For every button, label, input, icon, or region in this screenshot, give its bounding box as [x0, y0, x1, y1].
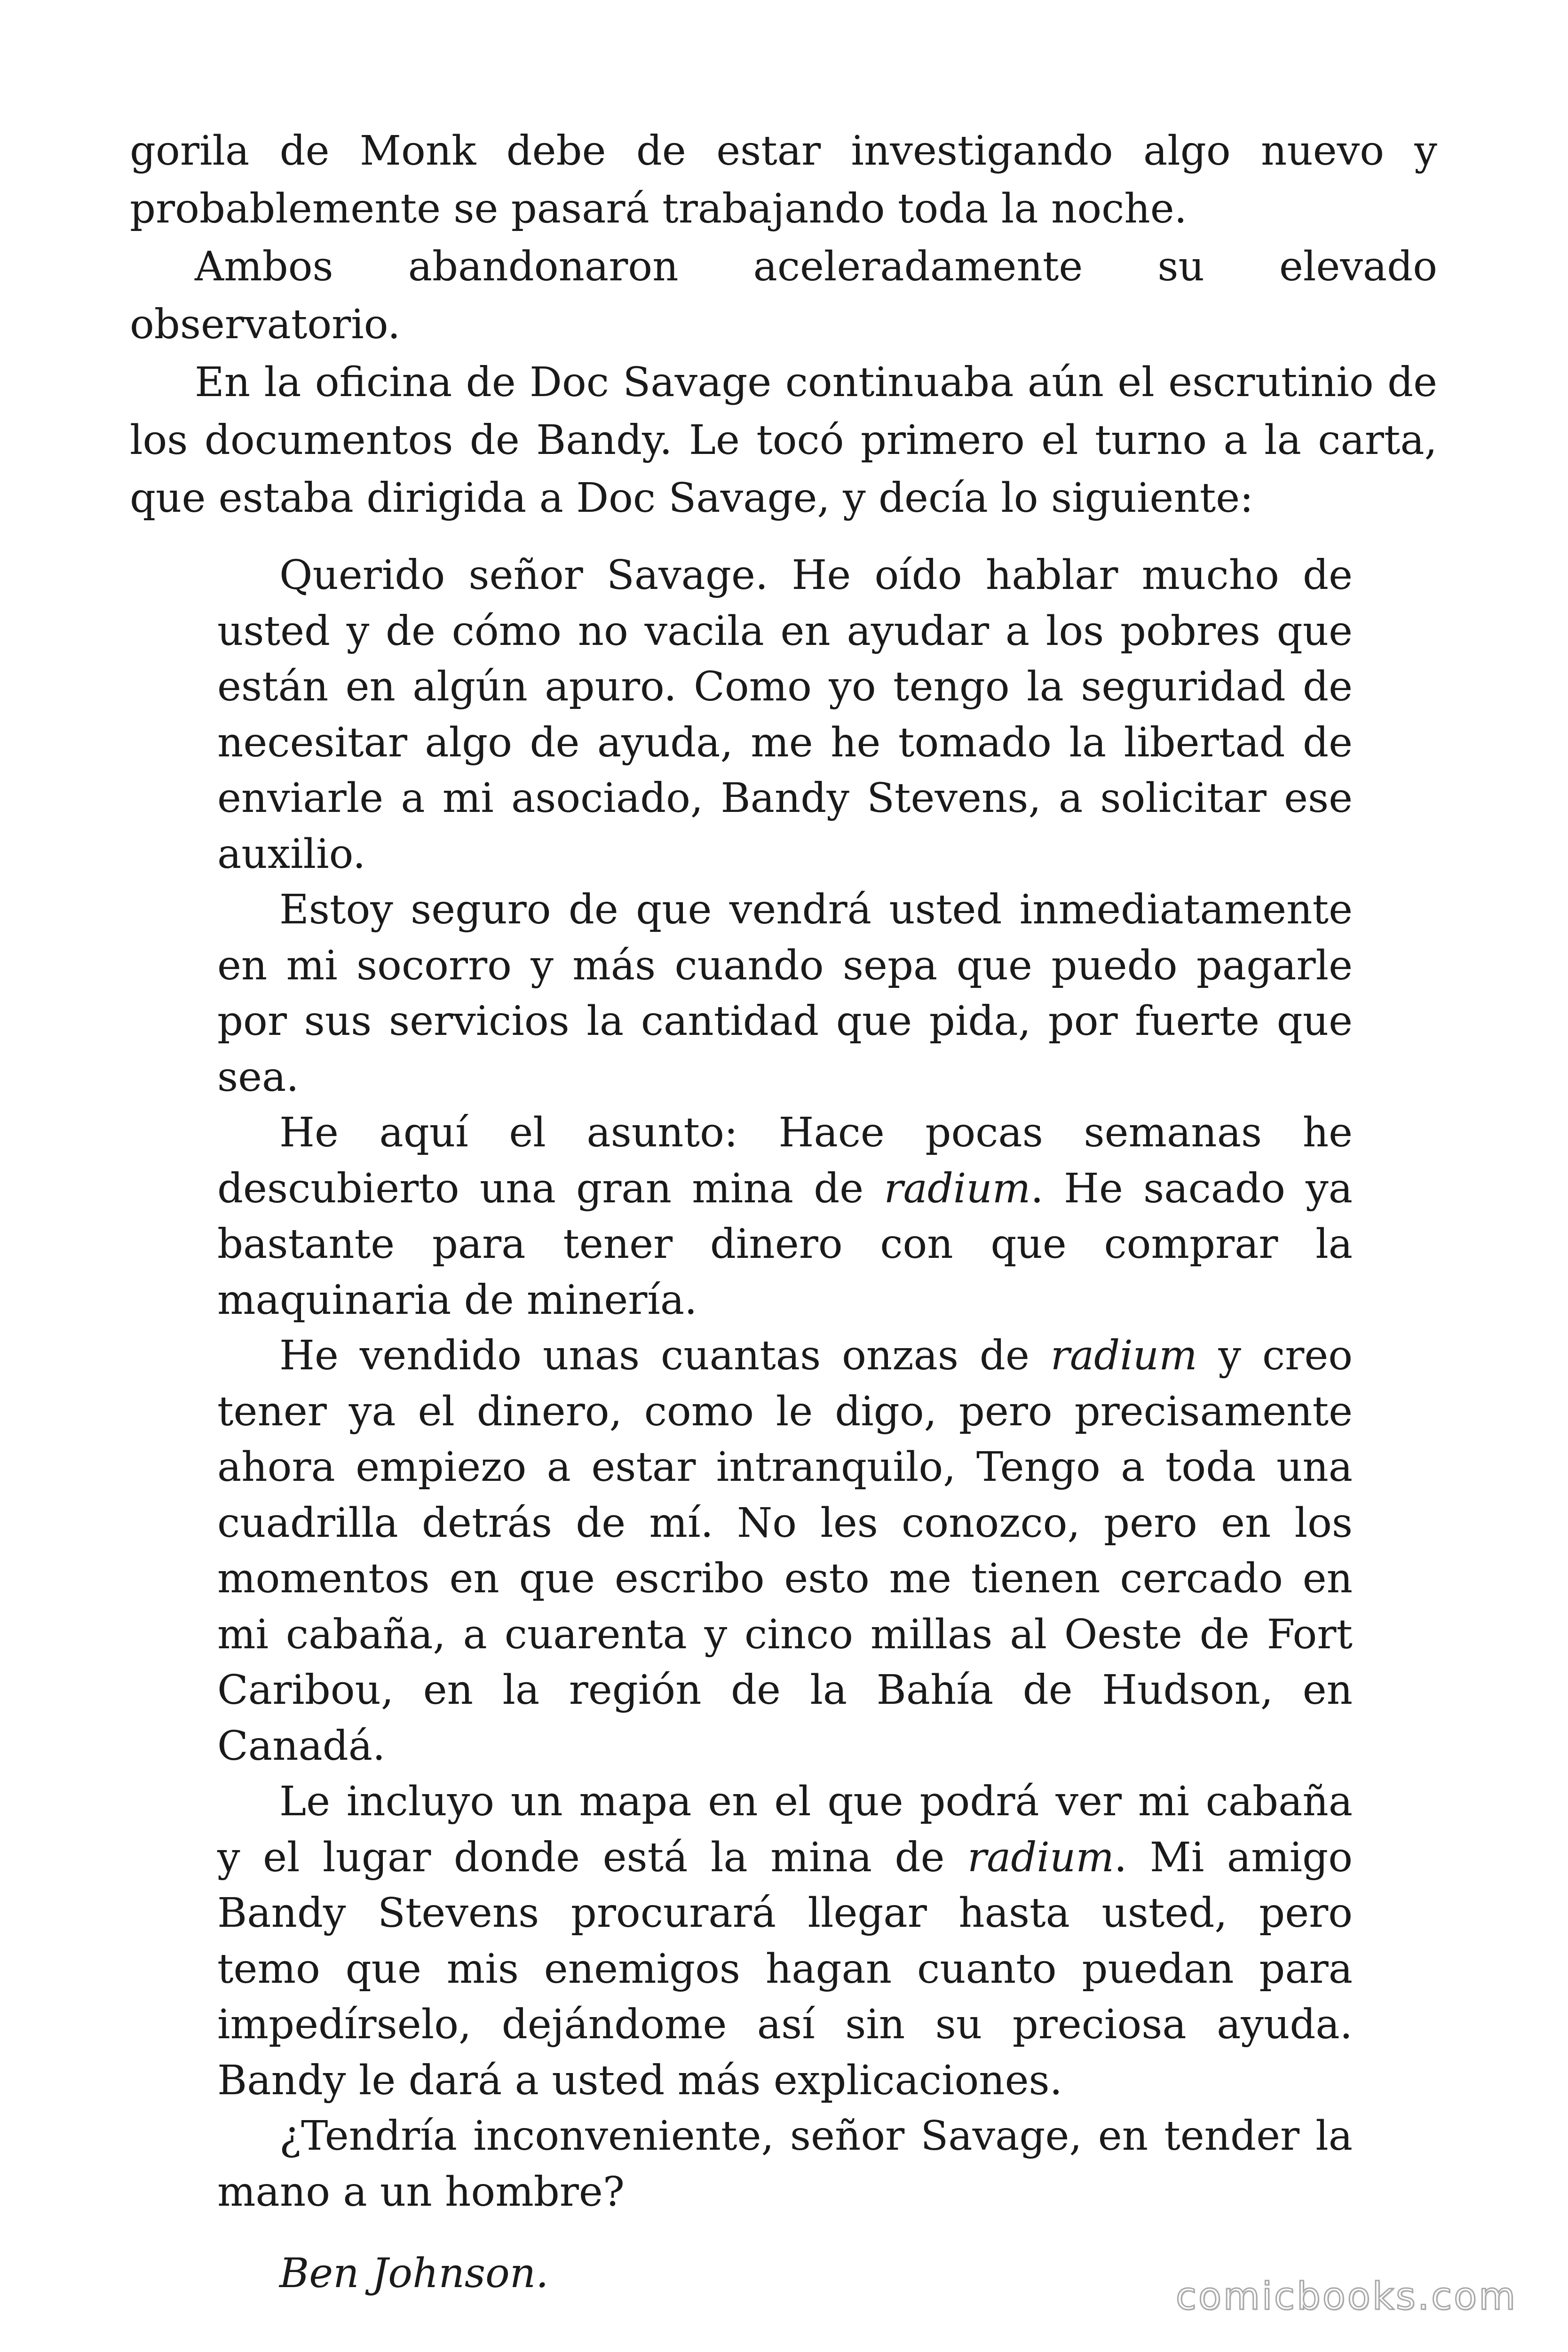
narrative-text	[130, 122, 1437, 527]
narrative-paragraph-3: En la oficina de Doc Savage continuaba aún el escrutinio de los documentos de Bandy. Le tocó primero el turno a la carta, que estaba dirigida a Doc Savage, y decía lo siguiente:	[130, 359, 1437, 522]
letter-paragraph-4	[217, 1328, 1353, 1774]
italic-term: radium	[967, 1834, 1114, 1881]
letter-block	[217, 548, 1353, 2302]
letter-text-segment: Le incluyo un mapa en el que podrá ver mi cabaña y el lugar donde está la mina de	[217, 1778, 1353, 1881]
italic-term: radium	[1050, 1332, 1197, 1379]
letter-text-segment: y creo tener ya el dinero, como le digo, pero precisamente ahora empiezo a estar intranquilo, Tengo a toda una cuadrilla detrás de mí. No les conozco, pero en los momentos en que escribo esto me tienen cercado en mi cabaña, a cuarenta y cinco millas al Oeste de Fort Caribou, en la región de la Bahía de Hudson, en Canadá.	[217, 1332, 1353, 1770]
letter-text-segment: He aquí el asunto: Hace pocas semanas he descubierto una gran mina de	[217, 1109, 1353, 1212]
letter-paragraph-3	[217, 1105, 1353, 1328]
letter-paragraph-2: Estoy seguro de que vendrá usted inmediatamente en mi socorro y más cuando sepa que puedo pagarle por sus servicios la cantidad que pida, por fuerte que sea.	[217, 886, 1353, 1101]
letter-paragraph-5	[217, 1774, 1353, 2108]
letter-text-segment: . He sacado ya bastante para tener dinero con que comprar la maquinaria de minería.	[217, 1165, 1353, 1324]
letter-paragraph-1: Querido señor Savage. He oído hablar mucho de usted y de cómo no vacila en ayudar a los pobres que están en algún apuro. Como yo tengo la seguridad de necesitar algo de ayuda, me he tomado la libertad de enviarle a mi asociado, Bandy Stevens, a solicitar ese auxilio.	[217, 552, 1353, 878]
narrative-paragraph-1: gorila de Monk debe de estar investigando algo nuevo y probablemente se pasará trabajando toda la noche.	[130, 127, 1437, 232]
letter-text-segment: . Mi amigo Bandy Stevens procurará llegar hasta usted, pero temo que mis enemigos hagan cuanto puedan para impedírselo, dejándome así sin su preciosa ayuda. Bandy le dará a usted más explicaciones.	[217, 1834, 1353, 2104]
italic-term: radium	[884, 1165, 1031, 1212]
narrative-paragraph-2: Ambos abandonaron aceleradamente su elevado observatorio.	[130, 243, 1437, 348]
watermark: comicbooks.com	[1175, 2274, 1517, 2318]
letter-paragraph-6: ¿Tendría inconveniente, señor Savage, en tender la mano a un hombre?	[217, 2113, 1353, 2216]
letter-signature: Ben Johnson.	[279, 2250, 549, 2297]
letter-text-segment: He vendido unas cuantas onzas de	[279, 1332, 1051, 1379]
